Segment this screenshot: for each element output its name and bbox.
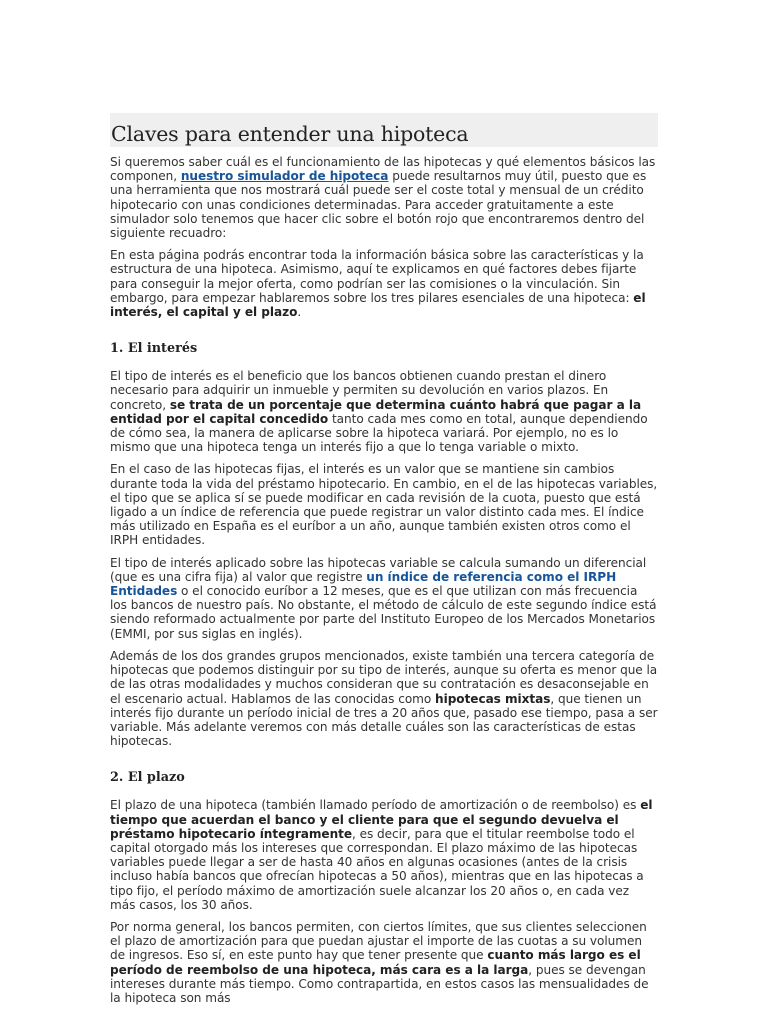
- interes-p3-text-a: El tipo de interés aplicado sobre las hipotecas variable se calcula sumando un diferencial (que es una cifra fija) al valor que registre: [110, 555, 647, 584]
- intro-p2-text-b: .: [297, 305, 302, 320]
- mortgage-simulator-link[interactable]: nuestro simulador de hipoteca: [180, 169, 389, 184]
- interes-p1-text-a: El tipo de interés es el beneficio que los bancos obtienen cuando prestan el dinero necesario para adquirir un inmueble y permiten su devolución en varios plazos. En concreto,: [110, 369, 609, 412]
- interes-p4-bold: hipotecas mixtas: [435, 691, 551, 706]
- plazo-paragraph-2: [110, 920, 658, 1005]
- interes-paragraph-1: [110, 369, 658, 454]
- interes-p3-text-b: o el conocido euríbor a 12 meses, que es el que utilizan con más frecuencia los bancos de nuestro país. No obstante, el método de cálculo de este segundo índice está siendo reformado actualmente por parte del Instituto Europeo de los Mercados Monetarios (EMMI, por sus siglas en inglés).: [110, 584, 657, 641]
- plazo-p2-text-b: , pues se devengan intereses durante más tiempo. Como contrapartida, en estos casos las mensualidades de la hipoteca son más: [110, 962, 649, 1005]
- interes-paragraph-4: [110, 649, 658, 748]
- page-title: Claves para entender una hipoteca: [111, 122, 469, 146]
- interes-p4-text-b: , que tienen un interés fijo durante un período inicial de tres a 20 años que, pasado ese tiempo, pasa a ser variable. Más adelante veremos con más detalle cuáles son las características de estas hipotecas.: [110, 691, 658, 749]
- intro-paragraph-1: [110, 155, 658, 240]
- plazo-p2-bold: cuanto más largo es el período de reembolso de una hipoteca, más cara es a la larga: [110, 948, 641, 977]
- intro-p2-text-a: En esta página podrás encontrar toda la información básica sobre las características y la estructura de una hipoteca. Asimismo, aquí te explicamos en qué factores debes fijarte para conseguir la mejor oferta, como podrían ser las comisiones o la vinculación. Sin embargo, para empezar hablaremos sobre los tres pilares esenciales de una hipoteca:: [110, 248, 644, 305]
- intro-p1-text-a: Si queremos saber cuál es el funcionamiento de las hipotecas y qué elementos básicos las componen,: [110, 155, 656, 184]
- interes-p1-bold: se trata de un porcentaje que determina cuánto habrá que pagar a la entidad por el capital concedido: [110, 397, 642, 426]
- plazo-paragraph-1: [110, 798, 658, 912]
- intro-p2-bold: el interés, el capital y el plazo: [110, 290, 646, 320]
- plazo-p2-text-a: Por norma general, los bancos permiten, con ciertos límites, que sus clientes seleccionen el plazo de amortización para que puedan ajustar el importe de las cuotas a su volumen de ingresos. Eso sí, en este punto hay que tener presente que: [110, 919, 647, 963]
- intro-p1-text-b: puede resultarnos muy útil, puesto que es una herramienta que nos mostrará cuál puede ser el coste total y mensual de un crédito hipotecario con unas condiciones determinadas. Para acceder gratuitamente a este simulador solo tenemos que hacer clic sobre el botón rojo que encontraremos dentro del siguiente recuadro:: [110, 169, 647, 241]
- plazo-p1-bold: el tiempo que acuerdan el banco y el cliente para que el segundo devuelva el préstamo hipotecario íntegramente: [110, 798, 653, 841]
- section-heading-interes: 1. El interés: [110, 341, 198, 357]
- plazo-p1-text-b: , es decir, para que el titular reembolse todo el capital otorgado más los intereses que correspondan. El plazo máximo de las hipotecas variables puede llegar a ser de hasta 40 años en algunas ocasiones (antes de la crisis incluso había bancos que ofrecían hipotecas a 50 años), mientras que en las hipotecas a tipo fijo, el período máximo de amortización suele alcanzar los 20 años o, en cada vez más casos, los 30 años.: [110, 826, 644, 912]
- irph-entidades-link[interactable]: un índice de referencia como el IRPH Entidades: [110, 569, 617, 599]
- interes-p1-text-b: tanto cada mes como en total, aunque dependiendo de cómo sea, la manera de aplicarse sobre la hipoteca variará. Por ejemplo, no es lo mismo que una hipoteca tenga un interés fijo a que lo tenga variable o mixto.: [110, 411, 648, 455]
- section-heading-plazo: 2. El plazo: [110, 770, 185, 786]
- article: [110, 113, 658, 1013]
- interes-paragraph-3: [110, 556, 658, 641]
- interes-paragraph-2: En el caso de las hipotecas fijas, el interés es un valor que se mantiene sin cambios durante toda la vida del préstamo hipotecario. En cambio, en el de las hipotecas variables, el tipo que se aplica sí se puede modificar en cada revisión de la cuota, puesto que está ligado a un índice de referencia que puede registrar un valor distinto cada mes. El índice más utilizado en España es el euríbor a un año, aunque también existen otros como el IRPH entidades.: [110, 462, 658, 548]
- plazo-p1-text-a: El plazo de una hipoteca (también llamado período de amortización o de reembolso) es: [110, 798, 641, 813]
- title-bar: [110, 113, 658, 147]
- intro-paragraph-2: [110, 248, 658, 319]
- interes-p4-text-a: Además de los dos grandes grupos mencionados, existe también una tercera categoría de hipotecas que podemos distinguir por su tipo de interés, aunque su oferta es menor que la de las otras modalidades y muchos consideran que su contratación es desaconsejable en el escenario actual. Hablamos de las conocidas como: [110, 648, 658, 706]
